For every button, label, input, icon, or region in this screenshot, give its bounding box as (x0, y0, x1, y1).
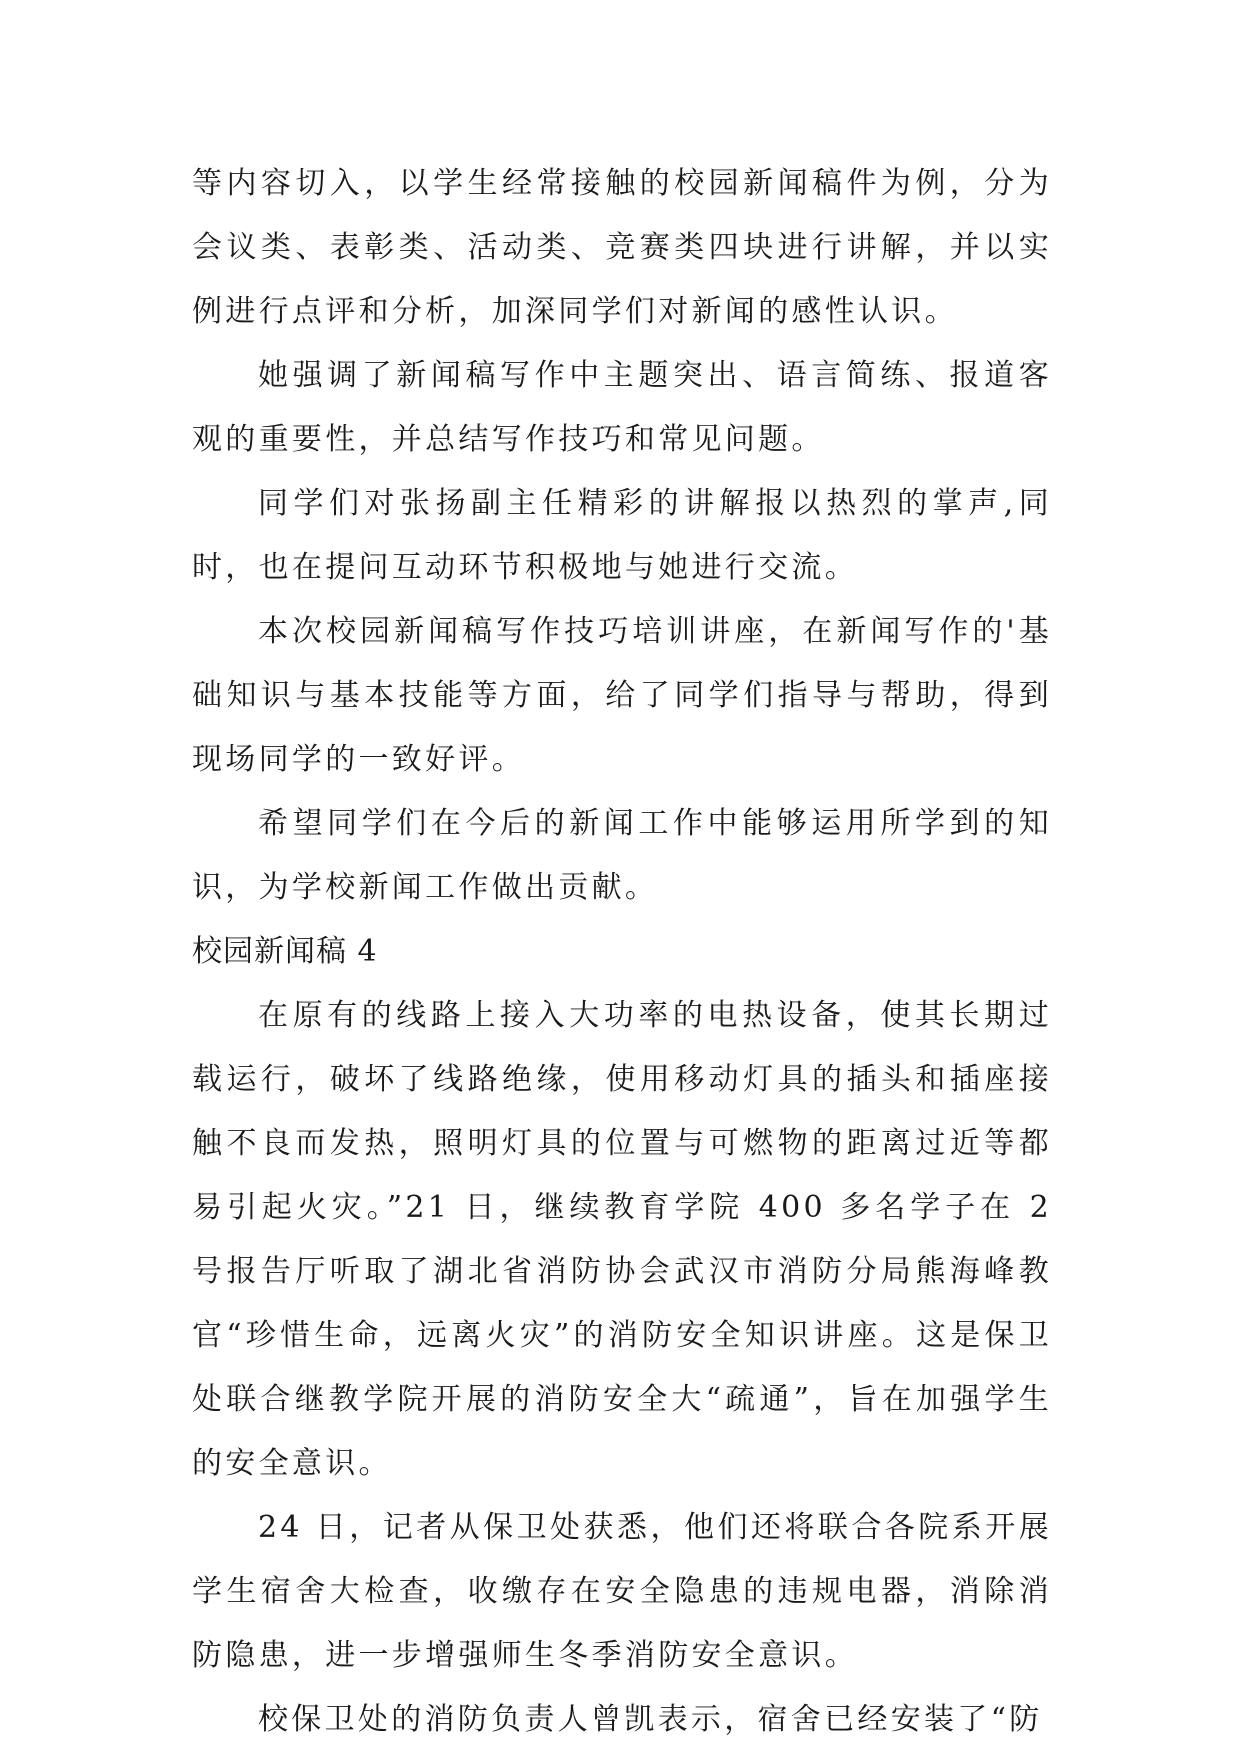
paragraph: 希望同学们在今后的新闻工作中能够运用所学到的知识，为学校新闻工作做出贡献。 (192, 806, 1052, 905)
paragraph: 等内容切入，以学生经常接触的校园新闻稿件为例，分为会议类、表彰类、活动类、竞赛类四块进行讲解，并以实例进行点评和分析，加深同学们对新闻的感性认识。 (192, 166, 1052, 329)
paragraph: 校保卫处的消防负责人曾凯表示，宿舍已经安装了“防 (258, 1702, 1043, 1737)
paragraph: 24 日，记者从保卫处获悉，他们还将联合各院系开展学生宿舍大检查，收缴存在安全隐患的违规电器，消除消防隐患，进一步增强师生冬季消防安全意识。 (192, 1510, 1052, 1673)
section-heading: 校园新闻稿 4 (192, 934, 378, 969)
document-body (192, 152, 1052, 1752)
paragraph: 她强调了新闻稿写作中主题突出、语言简练、报道客观的重要性，并总结写作技巧和常见问题。 (192, 358, 1052, 457)
paragraph: 本次校园新闻稿写作技巧培训讲座，在新闻写作的'基础知识与基本技能等方面，给了同学们指导与帮助，得到现场同学的一致好评。 (192, 614, 1052, 777)
paragraph: 同学们对张扬副主任精彩的讲解报以热烈的掌声,同时，也在提问互动环节积极地与她进行交流。 (192, 486, 1052, 585)
paragraph: 在原有的线路上接入大功率的电热设备，使其长期过载运行，破坏了线路绝缘，使用移动灯具的插头和插座接触不良而发热，照明灯具的位置与可燃物的距离过近等都易引起火灾。”21 日，继续教育学院 400 多名学子在 2 号报告厅听取了湖北省消防协会武汉市消防分局熊海峰教官“珍惜生命，远离火灾”的消防安全知识讲座。这是保卫处联合继教学院开展的消防安全大“疏通”，旨在加强学生的安全意识。 (192, 998, 1052, 1481)
